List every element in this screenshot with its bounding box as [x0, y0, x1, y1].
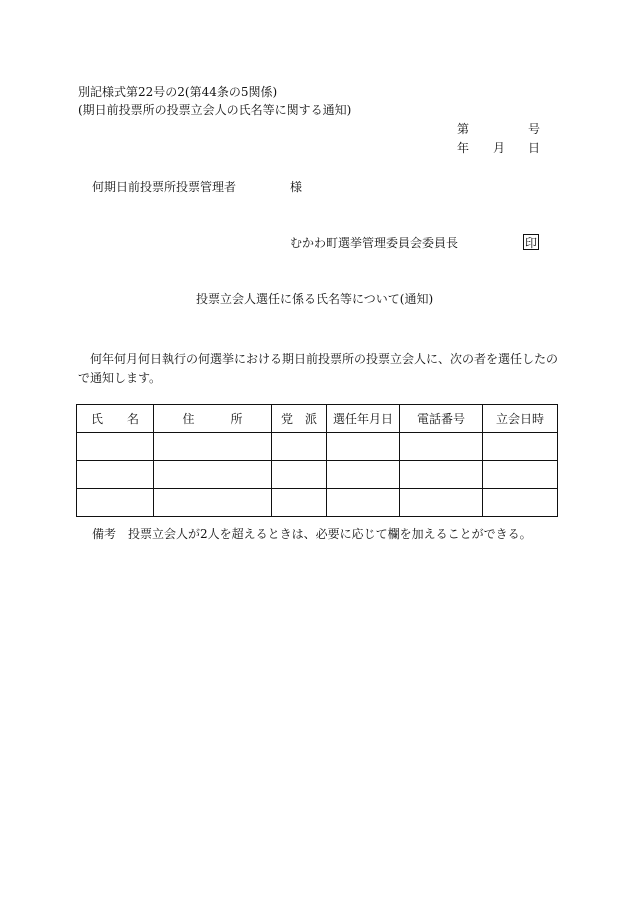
header-party: 党 派 [272, 405, 327, 433]
cell-appointment-date[interactable] [327, 489, 400, 517]
number-label-go: 号 [528, 122, 541, 136]
cell-party[interactable] [272, 433, 327, 461]
cell-attendance-datetime[interactable] [483, 489, 558, 517]
table-header-row [77, 405, 558, 433]
cell-name[interactable] [77, 433, 154, 461]
form-subtitle: (期日前投票所の投票立会人の氏名等に関する通知) [78, 103, 352, 117]
cell-attendance-datetime[interactable] [483, 433, 558, 461]
addressee-honorific: 様 [290, 180, 303, 194]
addressee-name: 何期日前投票所投票管理者 [92, 180, 237, 194]
cell-phone[interactable] [400, 489, 483, 517]
cell-party[interactable] [272, 489, 327, 517]
cell-phone[interactable] [400, 433, 483, 461]
cell-address[interactable] [154, 489, 272, 517]
header-appointment-date: 選任年月日 [327, 405, 400, 433]
form-title: 別記様式第22号の2(第44条の5関係) [78, 85, 278, 99]
seal-mark: 印 [524, 236, 537, 250]
table-row [77, 461, 558, 489]
header-phone: 電話番号 [400, 405, 483, 433]
cell-appointment-date[interactable] [327, 461, 400, 489]
cell-name[interactable] [77, 461, 154, 489]
sender-name: むかわ町選挙管理委員会委員長 [290, 236, 459, 250]
header-address: 住 所 [154, 405, 272, 433]
date-label-month: 月 [493, 141, 506, 155]
table-row [77, 433, 558, 461]
number-label-dai: 第 [457, 122, 470, 136]
date-label-year: 年 [457, 141, 470, 155]
footer-note: 備考 投票立会人が2人を超えるときは、必要に応じて欄を加えることができる。 [92, 527, 532, 541]
cell-appointment-date[interactable] [327, 433, 400, 461]
cell-address[interactable] [154, 461, 272, 489]
cell-phone[interactable] [400, 461, 483, 489]
witness-table [76, 404, 558, 517]
header-attendance-datetime: 立会日時 [483, 405, 558, 433]
body-paragraph: 何年何月何日執行の何選挙における期日前投票所の投票立会人に、次の者を選任したので通知します。 [78, 352, 559, 385]
header-name: 氏 名 [77, 405, 154, 433]
cell-name[interactable] [77, 489, 154, 517]
document-heading: 投票立会人選任に係る氏名等について(通知) [196, 292, 434, 306]
date-label-day: 日 [528, 141, 541, 155]
table-row [77, 489, 558, 517]
cell-address[interactable] [154, 433, 272, 461]
cell-party[interactable] [272, 461, 327, 489]
cell-attendance-datetime[interactable] [483, 461, 558, 489]
